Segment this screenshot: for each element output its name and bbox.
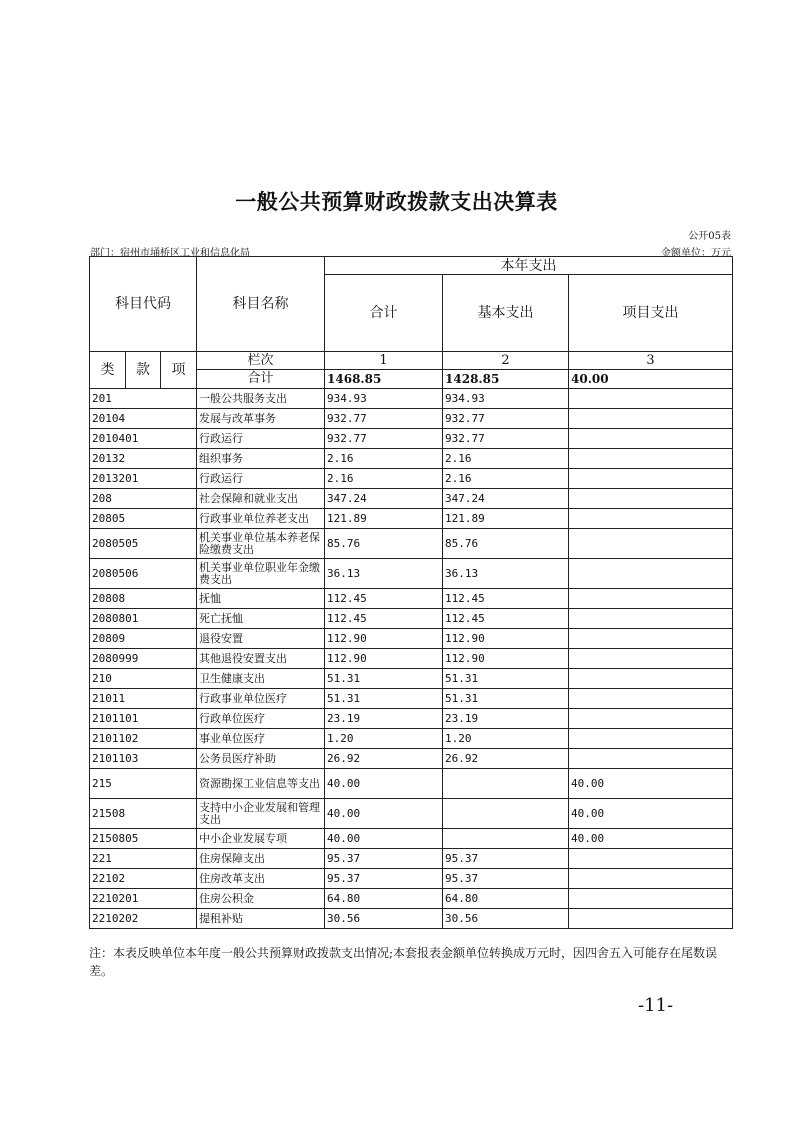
department-label: 部门：宿州市埇桥区工业和信息化局 [90,248,250,259]
row-basic: 932.77 [443,409,569,429]
table-row [90,889,733,909]
row-basic: 112.45 [443,609,569,629]
sum-label: 合计 [197,370,325,389]
table-row [90,799,733,829]
row-project [569,689,733,709]
row-code: 2210202 [90,909,197,929]
row-project [569,509,733,529]
row-name: 发展与改革事务 [197,409,325,429]
table-row [90,909,733,929]
row-basic: 51.31 [443,669,569,689]
row-code: 21508 [90,799,197,829]
header-year-expense: 本年支出 [325,257,733,275]
row-basic: 1.20 [443,729,569,749]
row-total: 64.80 [325,889,443,909]
row-code: 2080801 [90,609,197,629]
row-project [569,869,733,889]
table-row [90,749,733,769]
table-row [90,509,733,529]
row-code: 2150805 [90,829,197,849]
column-index-2: 2 [443,352,569,370]
row-code: 215 [90,769,197,799]
row-name: 死亡抚恤 [197,609,325,629]
row-project [569,429,733,449]
row-project [569,649,733,669]
row-total: 95.37 [325,849,443,869]
row-total: 112.90 [325,649,443,669]
page-number: -11- [638,995,674,1016]
row-basic: 112.90 [443,649,569,669]
row-name: 抚恤 [197,589,325,609]
row-code: 2013201 [90,469,197,489]
column-index-3: 3 [569,352,733,370]
sum-basic: 1428.85 [443,370,569,389]
row-total: 40.00 [325,769,443,799]
row-name: 行政单位医疗 [197,709,325,729]
row-total: 121.89 [325,509,443,529]
row-name: 行政运行 [197,429,325,449]
row-project [569,629,733,649]
row-code: 21011 [90,689,197,709]
row-code: 2010401 [90,429,197,449]
row-code: 20104 [90,409,197,429]
row-project [569,449,733,469]
form-number: 公开05表 [688,231,731,242]
row-project [569,889,733,909]
header-lei: 类 [90,352,126,389]
row-project [569,669,733,689]
row-project [569,529,733,559]
column-index-label: 栏次 [197,352,325,370]
row-name: 行政事业单位养老支出 [197,509,325,529]
row-code: 20805 [90,509,197,529]
row-basic: 121.89 [443,509,569,529]
row-code: 210 [90,669,197,689]
table-row [90,469,733,489]
row-total: 36.13 [325,559,443,589]
row-project: 40.00 [569,799,733,829]
row-name: 行政事业单位医疗 [197,689,325,709]
row-name: 卫生健康支出 [197,669,325,689]
table-row [90,449,733,469]
row-name: 社会保障和就业支出 [197,489,325,509]
sum-total: 1468.85 [325,370,443,389]
row-name: 事业单位医疗 [197,729,325,749]
row-project [569,609,733,629]
row-basic: 51.31 [443,689,569,709]
row-basic: 26.92 [443,749,569,769]
row-code: 20808 [90,589,197,609]
row-basic: 64.80 [443,889,569,909]
row-code: 208 [90,489,197,509]
row-basic [443,769,569,799]
row-basic: 112.45 [443,589,569,609]
row-basic: 934.93 [443,389,569,409]
table-row [90,389,733,409]
row-project [569,489,733,509]
header-project-expense: 项目支出 [569,275,733,352]
row-total: 347.24 [325,489,443,509]
row-project: 40.00 [569,829,733,849]
row-total: 26.92 [325,749,443,769]
row-name: 公务员医疗补助 [197,749,325,769]
row-code: 221 [90,849,197,869]
row-project [569,729,733,749]
row-total: 85.76 [325,529,443,559]
row-basic: 2.16 [443,449,569,469]
row-basic [443,799,569,829]
table-row [90,529,733,559]
row-project [569,749,733,769]
table-row [90,669,733,689]
table-row [90,829,733,849]
row-name: 提租补贴 [197,909,325,929]
row-code: 2101102 [90,729,197,749]
row-basic: 932.77 [443,429,569,449]
table-row [90,769,733,799]
row-name: 一般公共服务支出 [197,389,325,409]
footnote: 注：本表反映单位本年度一般公共预算财政拨款支出情况;本套报表金额单位转换成万元时，因四舍五入可能存在尾数误差。 [89,946,718,978]
table-row [90,429,733,449]
table-row [90,589,733,609]
row-name: 住房保障支出 [197,849,325,869]
row-total: 40.00 [325,799,443,829]
row-total: 112.45 [325,589,443,609]
row-total: 932.77 [325,429,443,449]
header-basic-expense: 基本支出 [443,275,569,352]
row-name: 资源勘探工业信息等支出 [197,769,325,799]
row-code: 22102 [90,869,197,889]
row-code: 2080999 [90,649,197,669]
row-name: 支持中小企业发展和管理支出 [197,799,325,829]
table-row [90,869,733,889]
row-code: 201 [90,389,197,409]
column-index-1: 1 [325,352,443,370]
row-name: 机关事业单位职业年金缴费支出 [197,559,325,589]
row-total: 1.20 [325,729,443,749]
row-code: 2101103 [90,749,197,769]
row-name: 其他退役安置支出 [197,649,325,669]
row-basic [443,829,569,849]
row-basic: 347.24 [443,489,569,509]
row-total: 2.16 [325,469,443,489]
row-code: 2080506 [90,559,197,589]
row-code: 20132 [90,449,197,469]
row-total: 112.45 [325,609,443,629]
row-total: 30.56 [325,909,443,929]
header-kuan: 款 [126,352,161,389]
row-basic: 2.16 [443,469,569,489]
table-row [90,849,733,869]
row-project [569,469,733,489]
sum-project: 40.00 [569,370,733,389]
row-name: 住房改革支出 [197,869,325,889]
table-row [90,649,733,669]
table-row [90,489,733,509]
row-total: 40.00 [325,829,443,849]
table-row [90,609,733,629]
row-name: 中小企业发展专项 [197,829,325,849]
row-basic: 85.76 [443,529,569,559]
row-name: 机关事业单位基本养老保险缴费支出 [197,529,325,559]
row-code: 2210201 [90,889,197,909]
page-title: 一般公共预算财政拨款支出决算表 [235,190,558,214]
table-row [90,559,733,589]
expenditure-table [89,256,733,929]
row-project [569,849,733,869]
row-project [569,389,733,409]
header-xiang: 项 [161,352,197,389]
row-basic: 36.13 [443,559,569,589]
row-total: 934.93 [325,389,443,409]
row-basic: 95.37 [443,849,569,869]
row-total: 932.77 [325,409,443,429]
row-name: 住房公积金 [197,889,325,909]
row-basic: 95.37 [443,869,569,889]
row-code: 2101101 [90,709,197,729]
header-subject-name: 科目名称 [197,257,325,352]
row-project [569,589,733,609]
row-total: 23.19 [325,709,443,729]
row-total: 95.37 [325,869,443,889]
row-basic: 30.56 [443,909,569,929]
row-total: 51.31 [325,669,443,689]
row-total: 2.16 [325,449,443,469]
row-project [569,709,733,729]
table-row [90,629,733,649]
row-total: 112.90 [325,629,443,649]
row-name: 行政运行 [197,469,325,489]
table-row [90,709,733,729]
amount-unit-label: 金额单位：万元 [661,248,731,259]
row-project: 40.00 [569,769,733,799]
row-project [569,409,733,429]
row-name: 退役安置 [197,629,325,649]
row-code: 20809 [90,629,197,649]
row-code: 2080505 [90,529,197,559]
row-basic: 112.90 [443,629,569,649]
row-total: 51.31 [325,689,443,709]
table-row [90,729,733,749]
row-name: 组织事务 [197,449,325,469]
row-project [569,909,733,929]
header-subject-code: 科目代码 [90,257,197,352]
table-row [90,689,733,709]
row-basic: 23.19 [443,709,569,729]
row-project [569,559,733,589]
table-row [90,409,733,429]
header-total: 合计 [325,275,443,352]
